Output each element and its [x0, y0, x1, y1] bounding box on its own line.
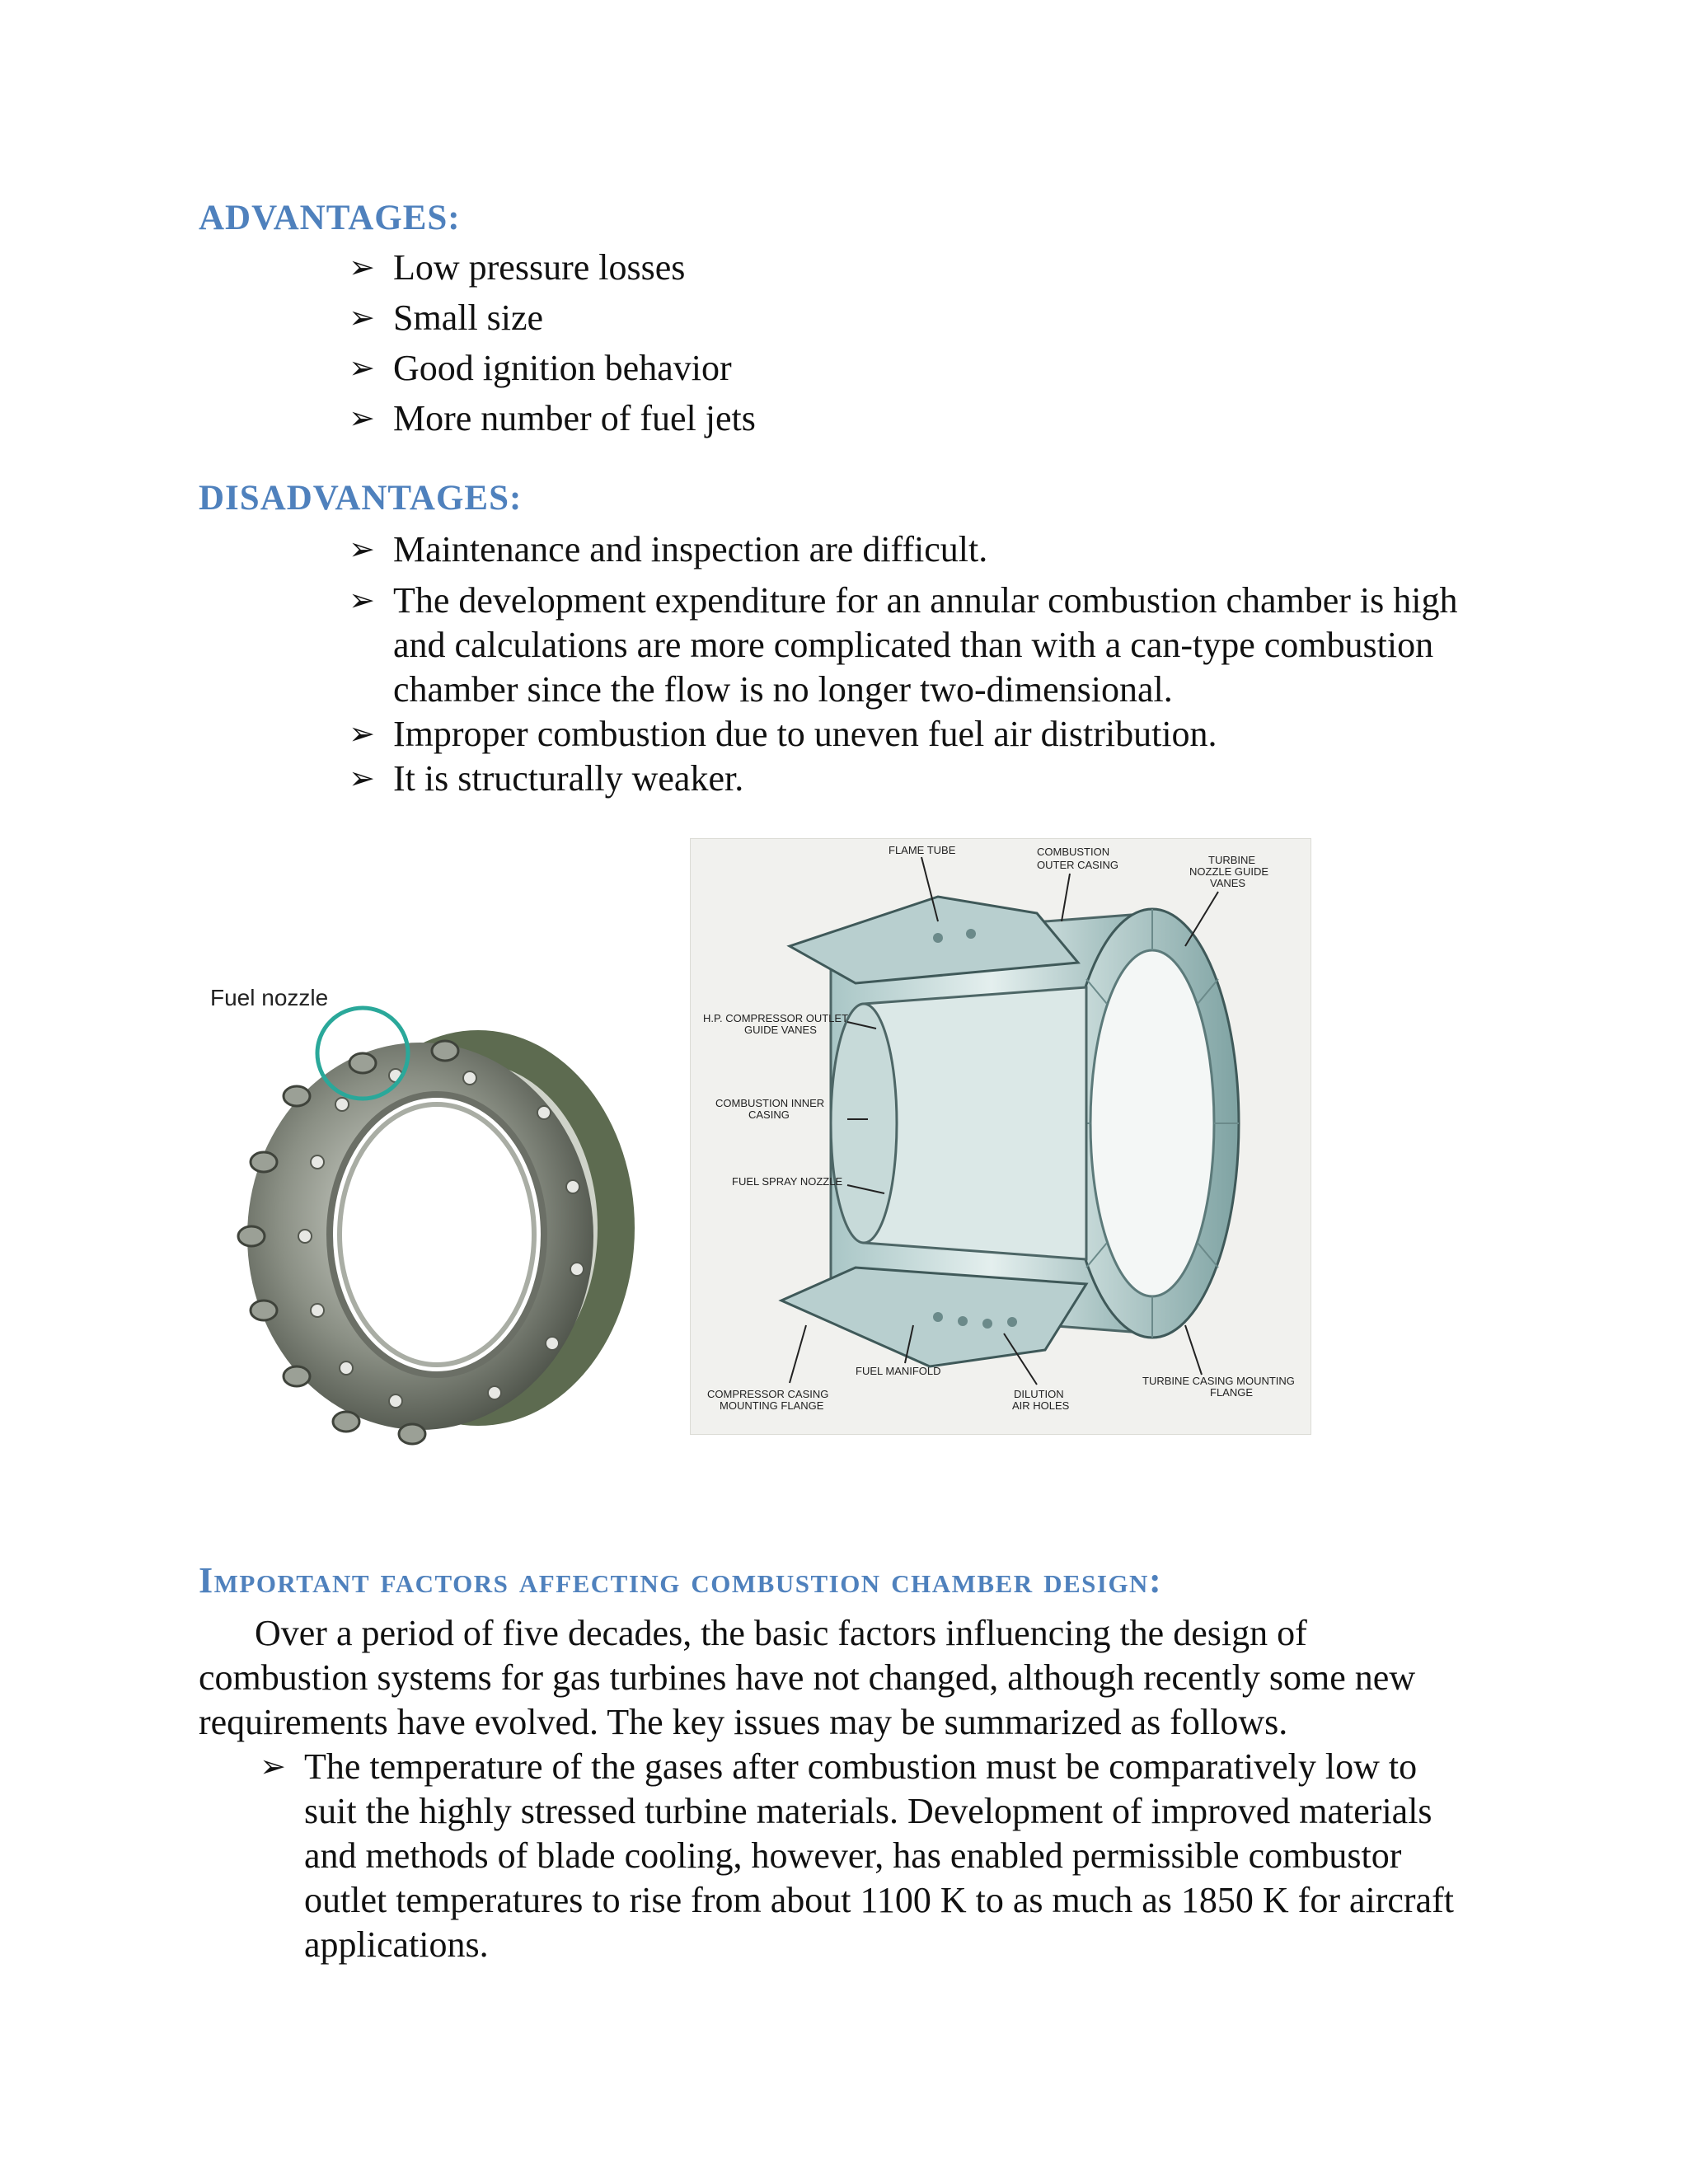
list-item: ➢ Improper combustion due to uneven fuel air distribution. [393, 712, 1465, 757]
disadvantages-list [349, 527, 1465, 801]
label-ccmf-2: MOUNTING FLANGE [720, 1399, 824, 1412]
advantages-list [349, 246, 1465, 441]
arrowhead-bullet-icon: ➢ [349, 301, 375, 335]
label-hp-2: GUIDE VANES [744, 1024, 817, 1036]
factors-paragraph: Over a period of five decades, the basic factors influencing the design of combustion systems for gas turbines have not changed, although recently some new requirements have evolved. The key issues may be summarized as follows. [199, 1613, 1416, 1742]
label-inner-2: CASING [748, 1108, 790, 1121]
arrowhead-bullet-icon: ➢ [349, 251, 375, 285]
arrowhead-bullet-icon: ➢ [349, 717, 375, 752]
arrowhead-bullet-icon: ➢ [260, 1750, 286, 1784]
label-manifold: FUEL MANIFOLD [856, 1365, 941, 1377]
list-item: ➢ The temperature of the gases after combustion must be comparatively low to suit the highly stressed turbine materials. Development of improved materials and methods of blade cooling, however, has enabled permissible combustor outlet temperatures to rise from about 1100 K to as much as 1850 K for aircraft applications. [304, 1745, 1468, 1967]
annular-chamber-cutaway-illustration [691, 839, 1311, 1434]
label-tngv-1: TURBINE [1208, 854, 1256, 866]
label-ccmf-1: COMPRESSOR CASING [707, 1388, 829, 1400]
label-spray: FUEL SPRAY NOZZLE [732, 1175, 843, 1188]
label-tcmf-2: FLANGE [1210, 1386, 1254, 1399]
label-flame-tube: FLAME TUBE [889, 844, 956, 856]
factors-list [260, 1745, 1468, 1967]
list-item: ➢ Maintenance and inspection are difficult. [393, 527, 1465, 572]
annular-combustor-illustration [198, 972, 676, 1451]
label-inner-1: COMBUSTION INNER [715, 1097, 825, 1109]
label-dil-2: AIR HOLES [1012, 1399, 1070, 1412]
advantages-heading: ADVANTAGES: [199, 199, 461, 237]
annular-chamber-cutaway-figure [690, 838, 1311, 1435]
arrowhead-bullet-icon: ➢ [349, 401, 375, 436]
arrowhead-bullet-icon: ➢ [349, 351, 375, 386]
list-item: ➢ Good ignition behavior [393, 346, 1465, 391]
label-outer-casing-2: OUTER CASING [1037, 859, 1118, 871]
label-outer-casing-1: COMBUSTION [1037, 846, 1110, 858]
disadvantages-heading: DISADVANTAGES: [199, 479, 523, 518]
annular-combustor-figure [198, 972, 676, 1451]
factors-heading: Important factors affecting combustion chamber design: [199, 1560, 1163, 1601]
arrowhead-bullet-icon: ➢ [349, 532, 375, 567]
arrowhead-bullet-icon: ➢ [349, 583, 375, 618]
label-hp-1: H.P. COMPRESSOR OUTLET [703, 1012, 849, 1024]
list-item: ➢ More number of fuel jets [393, 396, 1465, 441]
label-tngv-3: VANES [1210, 877, 1246, 889]
list-item: ➢ It is structurally weaker. [393, 757, 1465, 801]
list-item: ➢ The development expenditure for an annular combustion chamber is high and calculations are more complicated than with a can-type combustion chamber since the flow is no longer two-dimensional. [393, 579, 1465, 712]
label-tngv-2: NOZZLE GUIDE [1189, 865, 1269, 878]
fuel-nozzle-label: Fuel nozzle [210, 985, 329, 1010]
arrowhead-bullet-icon: ➢ [349, 762, 375, 796]
label-tcmf-1: TURBINE CASING MOUNTING [1142, 1375, 1295, 1387]
list-item: ➢ Small size [393, 296, 1465, 340]
label-dil-1: DILUTION [1014, 1388, 1064, 1400]
list-item: ➢ Low pressure losses [393, 246, 1465, 290]
